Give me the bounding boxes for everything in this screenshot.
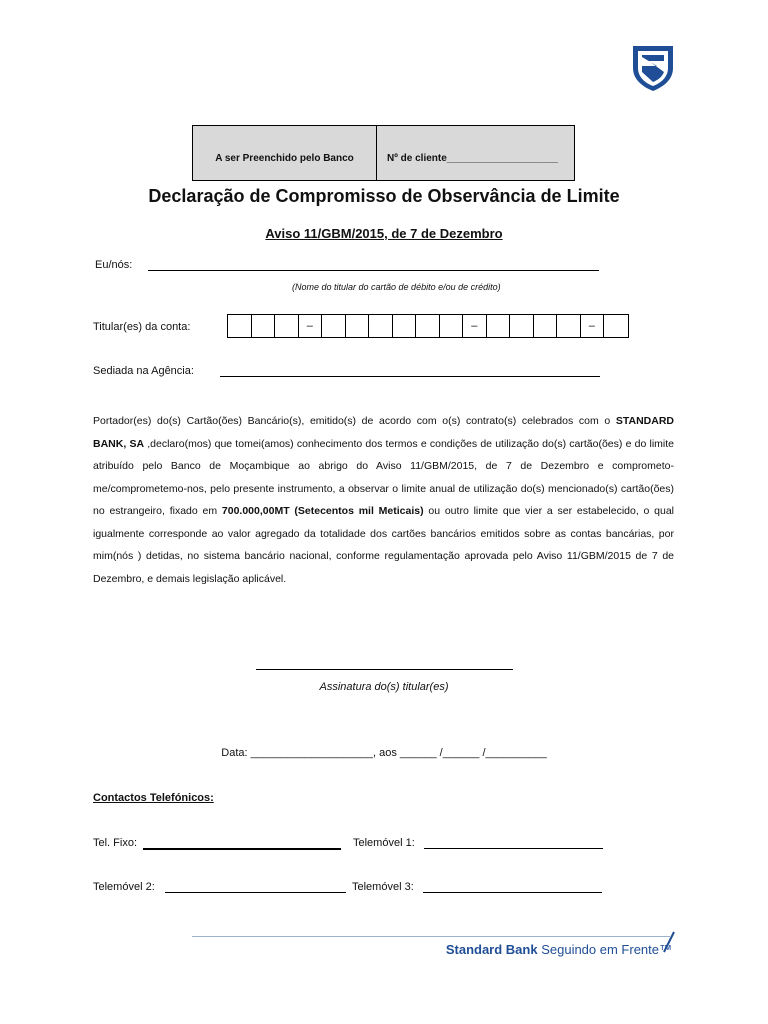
tel-fixo-line[interactable] <box>143 848 341 850</box>
eu-nos-label: Eu/nós: <box>95 259 133 271</box>
signature-line[interactable] <box>256 669 513 670</box>
account-digit-box[interactable]: – <box>581 315 605 337</box>
tel-fixo-label: Tel. Fixo: <box>93 837 138 849</box>
signature-label: Assinatura do(s) titular(es) <box>319 681 449 693</box>
account-digit-box[interactable] <box>275 315 299 337</box>
account-digit-box[interactable] <box>510 315 534 337</box>
date-line[interactable]: Data: ____________________, aos ______ /______ /__________ <box>221 747 547 759</box>
bank-use-label: A ser Preenchido pelo Banco <box>193 126 377 180</box>
telemovel2-line[interactable] <box>165 892 346 893</box>
account-number-boxes[interactable] <box>227 314 629 338</box>
account-digit-box[interactable] <box>604 315 628 337</box>
telemovel2-label: Telemóvel 2: <box>93 881 155 893</box>
footer-divider <box>192 936 670 937</box>
agencia-line[interactable] <box>220 376 600 377</box>
account-digit-box[interactable] <box>440 315 464 337</box>
footer-brand: Standard Bank Seguindo em Frente™ <box>445 942 672 957</box>
declaration-paragraph: Portador(es) do(s) Cartão(ões) Bancário(s), emitido(s) de acordo com o(s) contrato(s) celebrados com o STANDARD BANK, SA ,declaro(mos) que tomei(amos) conhecimento dos termos e condições de utilização do(s) cartão(ões) e do limite atribuído pelo Banco de Moçambique ao abrigo do Aviso 11/GBM/2015, de 7 de Dezembro e comprometo-me/comprometemo-nos, pelo presente instrumento, a observar o limite anual de utilização do(s) mencionado(s) cartão(ões) no estrangeiro, fixado em 700.000,00MT (Setecentos mil Meticais) ou outro limite que vier a ser estabelecido, o qual igualmente corresponde ao valor agregado da totalidade dos cartões bancários emitidos sobre as contas bancárias, por mim(nós ) detidas, no sistema bancário nacional, conforme regulamentação aprovada pelo Aviso 11/GBM/2015 de 7 de Dezembro, e demais legislação aplicável. <box>93 415 675 585</box>
account-digit-box[interactable] <box>346 315 370 337</box>
account-digit-box[interactable] <box>369 315 393 337</box>
account-digit-box[interactable] <box>534 315 558 337</box>
eu-nos-hint: (Nome do titular do cartão de débito e/ou de crédito) <box>292 282 501 292</box>
account-digit-box[interactable] <box>393 315 417 337</box>
account-digit-box[interactable] <box>487 315 511 337</box>
standard-bank-logo-icon <box>630 42 676 92</box>
telemovel1-label: Telemóvel 1: <box>353 837 415 849</box>
document-title: Declaração de Compromisso de Observância de Limite <box>148 186 620 206</box>
titular-label: Titular(es) da conta: <box>93 321 191 333</box>
contacts-heading: Contactos Telefónicos: <box>93 792 214 804</box>
account-digit-box[interactable] <box>322 315 346 337</box>
account-digit-box[interactable] <box>416 315 440 337</box>
telemovel1-line[interactable] <box>424 848 603 849</box>
telemovel3-label: Telemóvel 3: <box>352 881 414 893</box>
bank-use-box <box>192 125 575 181</box>
client-number-field[interactable]: Nº de cliente____________________ <box>377 126 574 180</box>
account-digit-box[interactable] <box>557 315 581 337</box>
account-digit-box[interactable] <box>228 315 252 337</box>
account-digit-box[interactable] <box>252 315 276 337</box>
agencia-label: Sediada na Agência: <box>93 365 194 377</box>
document-subtitle: Aviso 11/GBM/2015, de 7 de Dezembro <box>265 226 503 241</box>
telemovel3-line[interactable] <box>423 892 602 893</box>
eu-nos-line[interactable] <box>148 270 599 271</box>
account-digit-box[interactable]: – <box>299 315 323 337</box>
account-digit-box[interactable]: – <box>463 315 487 337</box>
